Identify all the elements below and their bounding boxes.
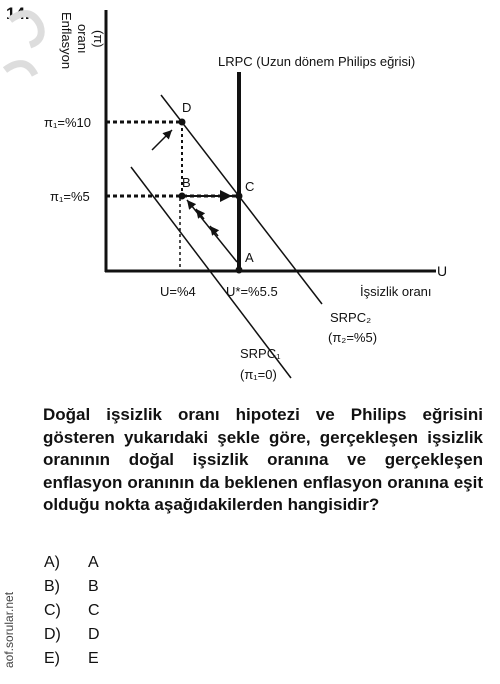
point-c-label: C <box>245 179 255 194</box>
option-e-text: E <box>88 650 99 667</box>
srpc2-label: SRPC₂ <box>330 310 372 325</box>
point-b-dot <box>179 193 186 200</box>
option-a-text: A <box>88 554 99 571</box>
point-d-label: D <box>182 100 192 115</box>
point-b-label: B <box>182 175 191 190</box>
u-natural-label: U*=%5.5 <box>226 284 278 299</box>
option-d[interactable] <box>44 626 100 650</box>
option-a[interactable] <box>44 554 100 578</box>
u-axis-letter: U <box>437 263 448 279</box>
question-text: Doğal işsizlik oranı hipotezi ve Philips eğrisini gösteren yukarıdaki şekle göre, gerçekleşen işsizlik oranının doğal işsizlik oranına ve gerçekleşen enflasyon oranının da beklenen enflasyon oranına eşit olduğu nokta aşağıdakilerden hangisidir? <box>43 405 483 514</box>
option-b-letter: B) <box>44 578 60 595</box>
option-c[interactable] <box>44 602 100 626</box>
point-a-label: A <box>245 250 254 265</box>
answer-options <box>44 554 100 674</box>
point-c-dot <box>236 193 243 200</box>
site-watermark: aof.sorular.net <box>2 591 16 668</box>
option-d-letter: D) <box>44 626 61 643</box>
srpc2-expectation: (π₂=%5) <box>328 330 378 345</box>
y-axis-label-line2: oranı <box>75 24 90 54</box>
y-axis-label-line1: Enflasyon <box>59 12 74 70</box>
u4-label: U=%4 <box>160 284 196 299</box>
lrpc-label: LRPC (Uzun dönem Philips eğrisi) <box>218 54 416 69</box>
pi5-label: π₁=%5 <box>50 189 90 204</box>
point-d-dot <box>179 119 186 126</box>
option-d-text: D <box>88 626 100 643</box>
option-c-text: C <box>88 602 100 619</box>
option-e[interactable] <box>44 650 100 674</box>
option-a-letter: A) <box>44 554 60 571</box>
option-e-letter: E) <box>44 650 60 667</box>
option-b[interactable] <box>44 578 100 602</box>
pi10-label: π₁=%10 <box>44 115 91 130</box>
srpc2-line <box>161 95 322 304</box>
srpc1-label: SRPC₁ <box>240 346 281 361</box>
srpc1-expectation: (π₁=0) <box>240 367 277 382</box>
option-b-text: B <box>88 578 99 595</box>
point-a-dot <box>236 267 243 274</box>
x-axis-label: İşsizlik oranı <box>360 284 432 299</box>
question-number: 14. <box>6 4 30 23</box>
option-c-letter: C) <box>44 602 61 619</box>
y-axis-label-line3: (π) <box>91 30 106 48</box>
